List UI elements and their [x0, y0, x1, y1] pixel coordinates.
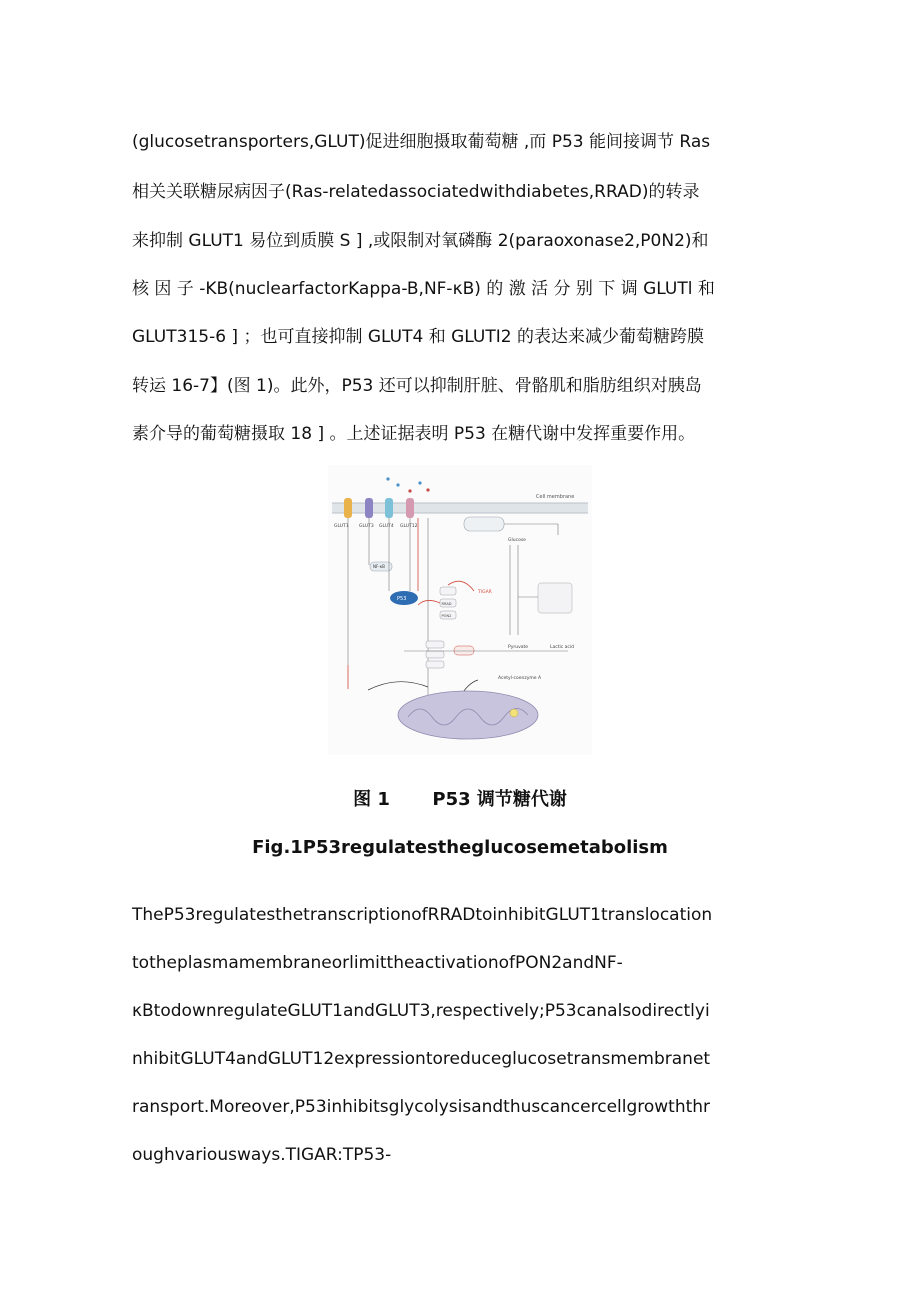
zh-line-6: 转运 16-7】(图 1)。此外，P53 还可以抑制肝脏、骨骼肌和脂肪组织对胰岛 — [132, 376, 702, 396]
svg-text:PON2: PON2 — [441, 614, 452, 618]
figure-title-zh: P53 调节糖代谢 — [432, 789, 567, 810]
svg-text:GLUT3: GLUT3 — [359, 524, 374, 529]
cell-membrane-label: Cell membrane — [536, 494, 575, 500]
zh-line-5: GLUT315-6 ] ；也可直接抑制 GLUT4 和 GLUTI2 的表达来减少葡萄糖跨膜 — [132, 327, 704, 347]
figure-caption-zh — [0, 785, 920, 811]
tigar-label: TIGAR — [478, 590, 492, 595]
zh-line-2: 相关关联糖尿病因子(Ras-relatedassociatedwithdiabetes,RRAD)的转录 — [132, 182, 700, 202]
svg-text:GLUT1: GLUT1 — [334, 524, 349, 529]
lactic-acid-label: Lactic acid — [550, 645, 574, 650]
glut3-icon — [365, 498, 373, 518]
figure-p53-glucose-metabolism — [328, 465, 592, 755]
svg-text:GLUT4: GLUT4 — [379, 524, 394, 529]
en-line-3: κBtodownregulateGLUT1andGLUT3,respectively;P53canalsodirectlyi — [132, 1001, 710, 1021]
zh-line-4: 核 因 子 -KB(nuclearfactorKappa-B,NF-κB) 的 激 活 分 别 下 调 GLUTl 和 — [132, 279, 715, 299]
acetyl-coa-label: Acetyl-coenzyme A — [498, 676, 542, 681]
en-line-5: ransport.Moreover,P53inhibitsglycolysisandthuscancercellgrowththr — [132, 1097, 711, 1117]
en-line-2: totheplasmamembraneorlimittheactivationofPON2andNF- — [132, 953, 623, 973]
zh-line-1: (glucosetransporters,GLUT)促进细胞摄取葡萄糖 ,而 P53 能间接调节 Ras — [132, 132, 711, 152]
glut4-icon — [385, 498, 393, 518]
en-line-1: TheP53regulatesthetranscriptionofRRADtoinhibitGLUT1translocation — [132, 905, 713, 925]
zh-line-3: 来抑制 GLUT1 易位到质膜 S ] ,或限制对氧磷酶 2(paraoxonase2,P0N2)和 — [132, 231, 709, 251]
pyruvate-label: Pyruvate — [508, 645, 529, 650]
svg-text:GLUT12: GLUT12 — [400, 524, 418, 529]
p53-label: P53 — [397, 596, 407, 602]
glut1-icon — [344, 498, 352, 518]
en-line-4: nhibitGLUT4andGLUT12expressiontoreduceglucosetransmembranet — [132, 1049, 711, 1069]
zh-line-7: 素介导的葡萄糖摄取 18 ] 。上述证据表明 P53 在糖代谢中发挥重要作用。 — [132, 424, 696, 444]
en-line-6: oughvariousways.TIGAR:TP53- — [132, 1145, 392, 1165]
glucose-label: Glucose — [508, 538, 526, 543]
pathway-diagram — [328, 465, 592, 755]
svg-text:NF-κB: NF-κB — [373, 564, 385, 569]
figure-number: 图 1 — [353, 789, 390, 810]
svg-text:RRAD: RRAD — [441, 602, 452, 606]
glut12-icon — [406, 498, 414, 518]
figure-caption-en: Fig.1P53regulatestheglucosemetabolism — [252, 837, 668, 858]
